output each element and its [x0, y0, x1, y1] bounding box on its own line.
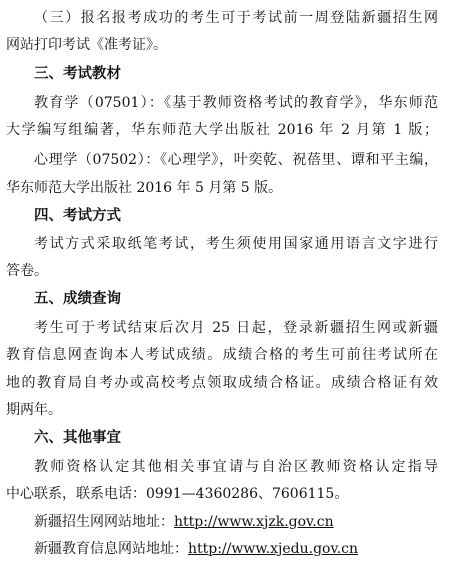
section-heading-score-inquiry: 五、成绩查询	[34, 291, 121, 308]
xjedu-website-label: 新疆教育信息网站地址：	[34, 541, 188, 557]
xjedu-website-link[interactable]: http://www.xjedu.gov.cn	[188, 541, 359, 557]
xjedu-website-row	[34, 539, 358, 559]
section-heading-other-matters: 六、其他事宜	[34, 430, 121, 447]
section-heading-exam-method: 四、考试方式	[34, 207, 121, 224]
admission-paragraph-line-1: （三）报名报考成功的考生可于考试前一周登陆新疆招生网	[34, 10, 438, 26]
xjzk-website-label: 新疆招生网网站地址：	[34, 513, 174, 530]
section-heading-exam-materials: 三、考试教材	[34, 66, 121, 83]
score-inquiry-line-1: 考生可于考试结束后次月 25 日起，登录新疆招生网或新疆	[34, 320, 438, 337]
other-matters-line-1: 教师资格认定其他相关事宜请与自治区教师资格认定指导	[34, 459, 438, 476]
score-inquiry-line-3: 地的教育局自考办或高校考点领取成绩合格证。成绩合格证有效	[6, 374, 438, 391]
psychology-textbook-line-1: 心理学（07502）：《心理学》，叶奕乾、祝蓓里、谭和平主编，	[34, 152, 438, 169]
admission-paragraph-line-2: 网站打印考试《准考证》。	[6, 37, 167, 54]
score-inquiry-line-4: 期两年。	[6, 402, 62, 419]
exam-method-line-1: 考试方式采取纸笔考试，考生须使用国家通用语言文字进行	[34, 235, 438, 252]
xjzk-website-link[interactable]: http://www.xjzk.gov.cn	[174, 513, 334, 530]
pedagogy-textbook-line-2: 大学编写组编著，华东师范大学出版社 2016 年 2 月第 1 版；	[6, 122, 438, 139]
other-matters-line-2: 中心联系，联系电话：0991—4360286、7606115。	[6, 486, 349, 503]
score-inquiry-line-2: 教育信息网查询本人考试成绩。成绩合格的考生可前往考试所在	[6, 347, 438, 364]
psychology-textbook-line-2: 华东师范大学出版社 2016 年 5 月第 5 版。	[6, 179, 283, 196]
pedagogy-textbook-line-1: 教育学（07501）：《基于教师资格考试的教育学》，华东师范	[34, 95, 438, 112]
exam-method-line-2: 答卷。	[6, 263, 48, 280]
xjzk-website-row	[34, 512, 334, 532]
